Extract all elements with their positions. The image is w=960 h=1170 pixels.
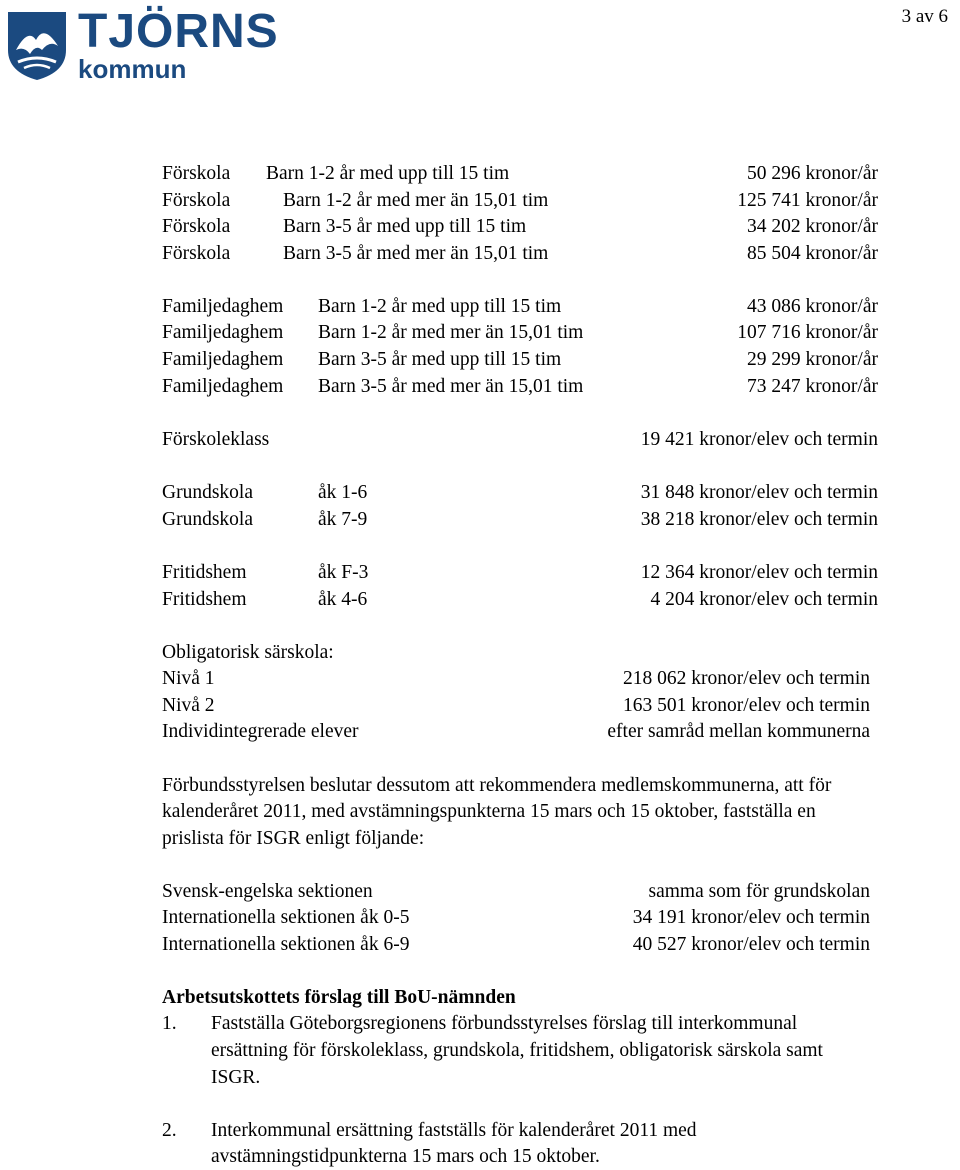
sarskola-heading: Obligatorisk särskola:	[162, 642, 334, 663]
proposal-item-number: 2.	[162, 1120, 177, 1141]
familjedaghem-value: 73 247 kronor/år	[746, 376, 878, 397]
grundskola-value: 38 218 kronor/elev och termin	[640, 509, 878, 530]
forskola-desc: Barn 3-5 år med upp till 15 tim	[283, 216, 527, 237]
coat-of-arms-icon	[6, 10, 68, 82]
forskola-value: 34 202 kronor/år	[746, 216, 878, 237]
isgr-value: 34 191 kronor/elev och termin	[632, 907, 870, 928]
familjedaghem-row: Familjedaghem	[162, 376, 284, 397]
familjedaghem-value: 29 299 kronor/år	[746, 349, 878, 370]
grundskola-label: Grundskola	[162, 509, 253, 530]
forskola-desc: Barn 1-2 år med mer än 15,01 tim	[283, 190, 549, 211]
isgr-label: Svensk-engelska sektionen	[162, 881, 373, 902]
municipality-logo	[6, 5, 279, 86]
familjedaghem-row: Familjedaghem	[162, 349, 284, 370]
isgr-label: Internationella sektionen åk 6-9	[162, 934, 410, 955]
forskola-row: Förskola	[162, 243, 231, 264]
familjedaghem-desc: Barn 1-2 år med mer än 15,01 tim	[318, 322, 584, 343]
paragraph-line: kalenderåret 2011, med avstämningspunkterna 15 mars och 15 oktober, fastställa en	[162, 801, 816, 822]
familjedaghem-desc: Barn 3-5 år med mer än 15,01 tim	[318, 376, 584, 397]
sarskola-value: efter samråd mellan kommunerna	[607, 721, 870, 742]
proposal-item-line: Fastställa Göteborgsregionens förbundsstyrelses förslag till interkommunal	[211, 1013, 798, 1034]
forskola-value: 85 504 kronor/år	[746, 243, 878, 264]
forskola-desc: Barn 1-2 år med upp till 15 tim	[266, 163, 510, 184]
forskola-row: Förskola	[162, 163, 231, 184]
forskoleklass-label: Förskoleklass	[162, 429, 270, 450]
fritidshem-value: 4 204 kronor/elev och termin	[650, 589, 878, 610]
proposal-item-line: avstämningstidpunkterna 15 mars och 15 oktober.	[211, 1146, 600, 1167]
familjedaghem-desc: Barn 1-2 år med upp till 15 tim	[318, 296, 562, 317]
forskola-desc: Barn 3-5 år med mer än 15,01 tim	[283, 243, 549, 264]
isgr-value: samma som för grundskolan	[648, 881, 870, 902]
proposal-item-line: Interkommunal ersättning fastställs för kalenderåret 2011 med	[211, 1120, 697, 1141]
isgr-value: 40 527 kronor/elev och termin	[632, 934, 870, 955]
grundskola-label: Grundskola	[162, 482, 253, 503]
familjedaghem-value: 43 086 kronor/år	[746, 296, 878, 317]
grundskola-grade: åk 7-9	[318, 509, 368, 530]
familjedaghem-value: 107 716 kronor/år	[737, 322, 878, 343]
forskola-value: 125 741 kronor/år	[737, 190, 878, 211]
fritidshem-grade: åk F-3	[318, 562, 369, 583]
familjedaghem-desc: Barn 3-5 år med upp till 15 tim	[318, 349, 562, 370]
proposal-heading: Arbetsutskottets förslag till BoU-nämnden	[162, 987, 516, 1008]
logo-name: TJÖRNS	[78, 5, 279, 58]
fritidshem-grade: åk 4-6	[318, 589, 368, 610]
forskola-value: 50 296 kronor/år	[746, 163, 878, 184]
familjedaghem-row: Familjedaghem	[162, 296, 284, 317]
grundskola-value: 31 848 kronor/elev och termin	[640, 482, 878, 503]
forskola-row: Förskola	[162, 190, 231, 211]
sarskola-value: 218 062 kronor/elev och termin	[623, 668, 870, 689]
paragraph-line: Förbundsstyrelsen beslutar dessutom att rekommendera medlemskommunerna, att för	[162, 775, 832, 796]
proposal-item-line: ersättning för förskoleklass, grundskola, fritidshem, obligatorisk särskola samt	[211, 1040, 823, 1061]
sarskola-value: 163 501 kronor/elev och termin	[623, 695, 870, 716]
fritidshem-label: Fritidshem	[162, 589, 247, 610]
fritidshem-label: Fritidshem	[162, 562, 247, 583]
proposal-item-line: ISGR.	[211, 1067, 261, 1088]
paragraph-line: prislista för ISGR enligt följande:	[162, 828, 425, 849]
sarskola-label: Nivå 1	[162, 668, 215, 689]
logo-sub: kommun	[78, 54, 187, 84]
isgr-label: Internationella sektionen åk 0-5	[162, 907, 410, 928]
sarskola-label: Individintegrerade elever	[162, 721, 359, 742]
familjedaghem-row: Familjedaghem	[162, 322, 284, 343]
forskola-row: Förskola	[162, 216, 231, 237]
proposal-item-number: 1.	[162, 1013, 177, 1034]
grundskola-grade: åk 1-6	[318, 482, 368, 503]
forskoleklass-value: 19 421 kronor/elev och termin	[640, 429, 878, 450]
sarskola-label: Nivå 2	[162, 695, 215, 716]
fritidshem-value: 12 364 kronor/elev och termin	[640, 562, 878, 583]
page-number: 3 av 6	[901, 6, 948, 27]
